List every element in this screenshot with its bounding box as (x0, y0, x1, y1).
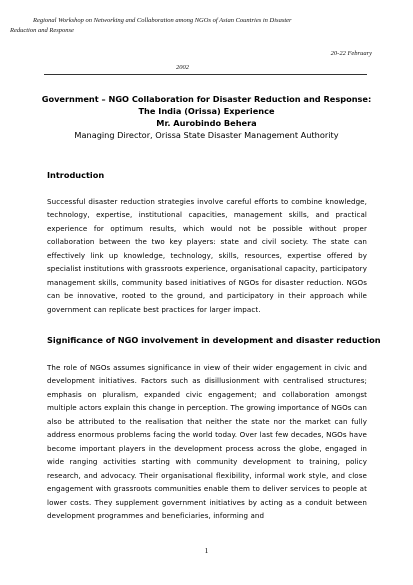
section-heading-significance: Significance of NGO involvement in development and disaster reduction (47, 335, 381, 345)
running-header-date: 20-22 February (330, 50, 372, 57)
running-header-line-2: Reduction and Response (10, 27, 74, 34)
paper-subtitle: The India (Orissa) Experience (138, 106, 275, 116)
page-number: 1 (204, 546, 209, 555)
section-heading-introduction: Introduction (47, 170, 105, 180)
running-header-year: 2002 (176, 64, 189, 71)
author-name: Mr. Aurobindo Behera (156, 118, 257, 128)
author-affiliation: Managing Director, Orissa State Disaster Management Authority (74, 130, 339, 140)
paper-title: Government – NGO Collaboration for Disaster Reduction and Response: (41, 94, 372, 104)
paragraph-significance: The role of NGOs assumes significance in view of their wider engagement in civic and development initiatives. Factors such as disillusionment with centralised structures; emphasis on pluralism, expanded civic engagement; and collaboration amongst multiple actors explain this change in perception. The growing importance of NGOs can also be attributed to the realisation that neither the state nor the market can fully address enormous problems facing the world today. Over last few decades, NGOs have become important players in the development process across the globe, engaged in wide ranging activities starting with community development to training, policy research, and advocacy. Their organisational flexibility, informal work style, and close engagement with grassroots communities enable them to deliver services to people at lower costs. They supplement government initiatives by acting as a conduit between development programmes and beneficiaries, informing and (47, 363, 367, 520)
paragraph-introduction: Successful disaster reduction strategies involve careful efforts to combine knowledge, technology, expertise, institutional capacities, management skills, and practical experience for optimum results, which would not be possible without proper collaboration between the two key players: state and civil society. The state can effectively link up knowledge, technology, skills, resources, expertise offered by specialist institutions with grassroots experience, organisational capacity, participatory management skills, community based initiatives of NGOs for disaster reduction. NGOs can be innovative, rooted to the ground, and participatory in their approach while government can replicate best practices for larger impact. (47, 197, 367, 314)
header-rule (44, 74, 367, 75)
running-header-line-1: Regional Workshop on Networking and Collaboration among NGOs of Asian Countries in Disaster (33, 17, 292, 24)
